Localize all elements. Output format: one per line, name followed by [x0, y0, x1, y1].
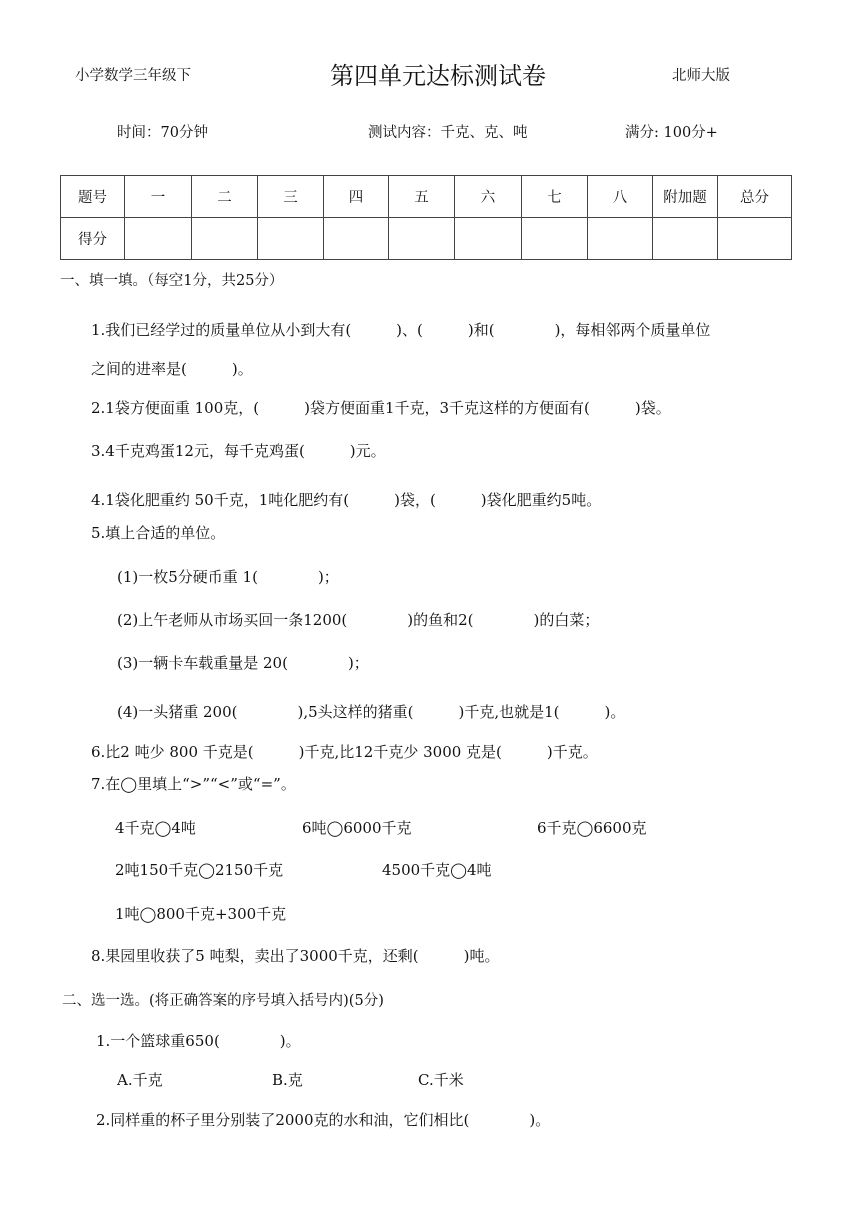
header-cell: 附加题 — [653, 176, 718, 218]
question-4: 4.1袋化肥重约 50千克，1吨化肥约有( )袋，( )袋化肥重约5吨。 — [91, 491, 602, 509]
question-3: 3.4千克鸡蛋12元，每千克鸡蛋( )元。 — [91, 442, 386, 460]
score-cell[interactable] — [389, 218, 455, 260]
choice-question-2: 2.同样重的杯子里分别装了2000克的水和油，它们相比( )。 — [96, 1111, 551, 1129]
option-b[interactable]: B.克 — [272, 1071, 303, 1089]
score-cell[interactable] — [588, 218, 653, 260]
score-table-score-row — [61, 218, 792, 260]
header-cell: 八 — [588, 176, 653, 218]
header-cell: 四 — [324, 176, 389, 218]
content-label: 测试内容：千克、克、吨 — [368, 125, 528, 141]
row-label-cell: 得分 — [61, 218, 125, 260]
option-c[interactable]: C.千米 — [418, 1071, 464, 1089]
section1-heading: 一、填一填。（每空1分，共25分） — [60, 273, 284, 289]
question-2: 2.1袋方便面重 100克，( )袋方便面重1千克，3千克这样的方便面有( )袋。 — [91, 399, 671, 417]
score-cell[interactable] — [718, 218, 792, 260]
section2-heading: 二、选一选。(将正确答案的序号填入括号内)(5分) — [62, 993, 384, 1009]
option-a[interactable]: A.千克 — [117, 1071, 163, 1089]
header-cell: 总分 — [718, 176, 792, 218]
choice-question-1: 1.一个篮球重650( )。 — [96, 1032, 301, 1050]
page-title: 第四单元达标测试卷 — [330, 62, 546, 90]
question-5-4: (4)一头猪重 200( ),5头这样的猪重( )千克,也就是1( )。 — [117, 703, 626, 721]
question-5-2: (2)上午老师从市场买回一条1200( )的鱼和2( )的白菜； — [117, 611, 600, 629]
header-cell: 六 — [455, 176, 522, 218]
time-label: 时间：70分钟 — [117, 125, 208, 141]
score-cell[interactable] — [455, 218, 522, 260]
header-cell: 五 — [389, 176, 455, 218]
header-cell: 题号 — [61, 176, 125, 218]
score-cell[interactable] — [125, 218, 192, 260]
compare-item: 2吨150千克◯2150千克 — [115, 861, 284, 879]
header-cell: 一 — [125, 176, 192, 218]
question-5: 5.填上合适的单位。 — [91, 524, 226, 542]
header-cell: 二 — [192, 176, 258, 218]
score-cell[interactable] — [258, 218, 324, 260]
full-score-label: 满分: 100分+ — [625, 125, 718, 141]
score-cell[interactable] — [324, 218, 389, 260]
header-cell: 三 — [258, 176, 324, 218]
question-5-1: (1)一枚5分硬币重 1( )； — [117, 568, 339, 586]
score-table — [60, 175, 792, 260]
question-5-3: (3)一辆卡车载重量是 20( )； — [117, 654, 369, 672]
question-8: 8.果园里收获了5 吨梨，卖出了3000千克，还剩( )吨。 — [91, 947, 500, 965]
grade-label: 小学数学三年级下 — [75, 68, 191, 84]
header-cell: 七 — [522, 176, 588, 218]
compare-item: 4千克◯4吨 — [115, 819, 196, 837]
score-cell[interactable] — [192, 218, 258, 260]
question-1-line1: 1.我们已经学过的质量单位从小到大有( )、( )和( )，每相邻两个质量单位 — [91, 321, 711, 339]
compare-item: 6千克◯6600克 — [537, 819, 647, 837]
edition-label: 北师大版 — [672, 68, 730, 84]
compare-item: 4500千克◯4吨 — [382, 861, 492, 879]
question-7: 7.在◯里填上“>”“<”或“=”。 — [91, 775, 296, 793]
question-6: 6.比2 吨少 800 千克是( )千克,比12千克少 3000 克是( )千克。 — [91, 743, 598, 761]
score-cell[interactable] — [522, 218, 588, 260]
compare-item: 1吨◯800千克+300千克 — [115, 905, 287, 923]
score-cell[interactable] — [653, 218, 718, 260]
question-1-line2: 之间的进率是( )。 — [91, 360, 253, 378]
compare-item: 6吨◯6000千克 — [302, 819, 412, 837]
score-table-header-row — [61, 176, 792, 218]
